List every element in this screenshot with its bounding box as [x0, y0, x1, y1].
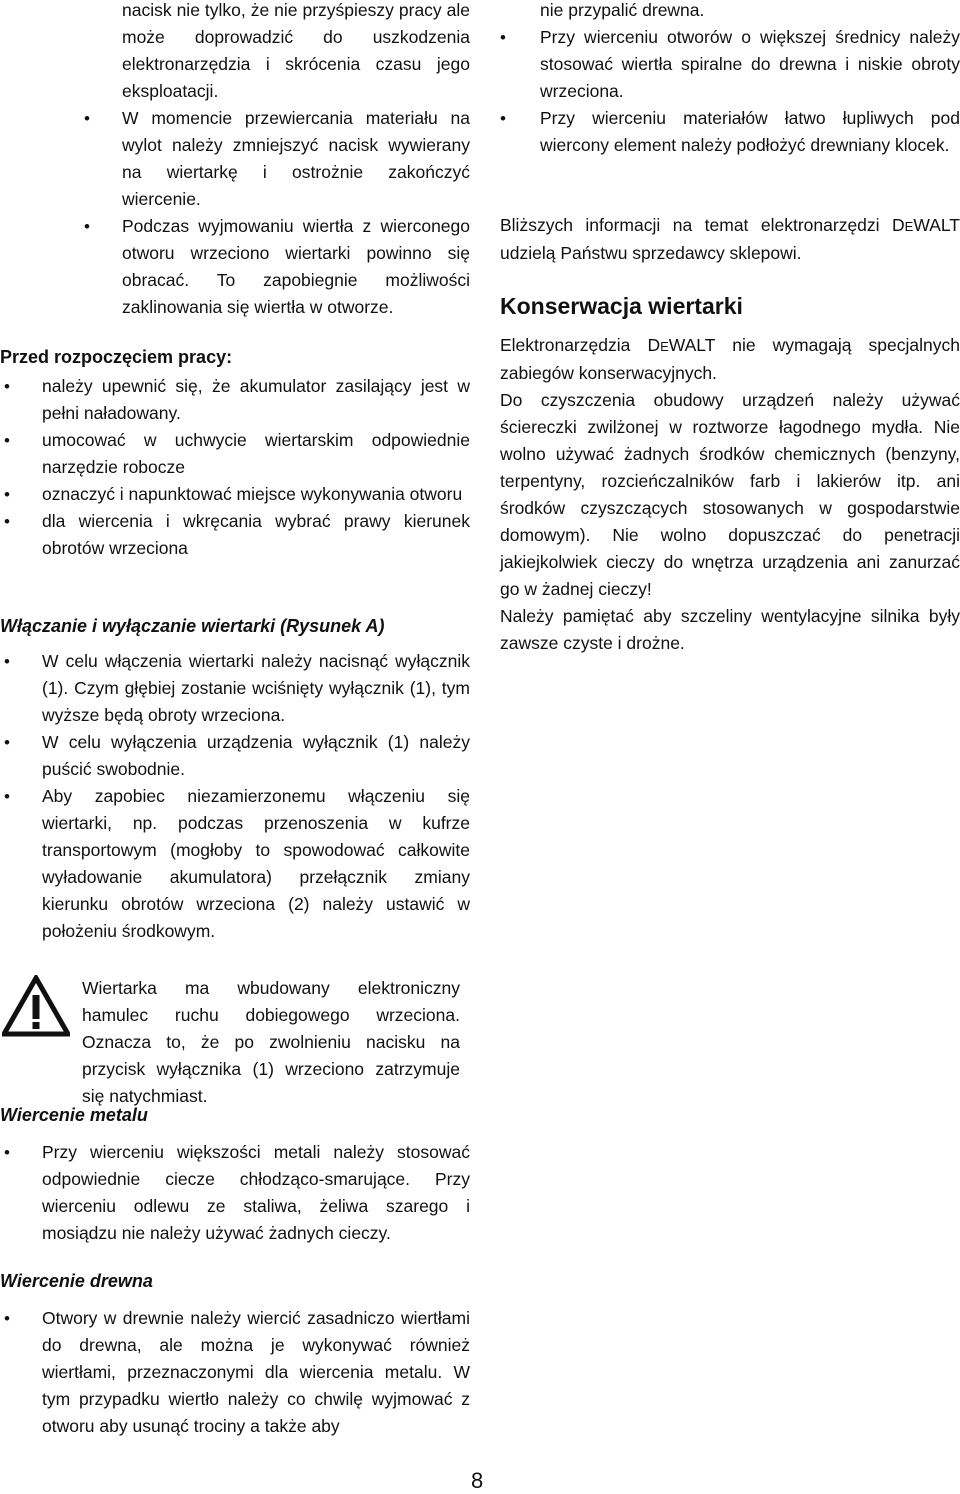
- section-heading: Włączanie i wyłączanie wiertarki (Rysunek A): [0, 616, 385, 636]
- bullet-icon: •: [4, 377, 10, 396]
- bullet-icon: •: [500, 28, 506, 47]
- switching-list: [0, 648, 470, 945]
- bullet-icon: •: [84, 109, 90, 128]
- list-item: • oznaczyć i napunktować miejsce wykonywania otworu: [0, 481, 470, 508]
- info-paragraph: [500, 212, 960, 267]
- section-heading: Wiercenie drewna: [0, 1271, 153, 1291]
- bullet-icon: •: [4, 787, 10, 806]
- maintenance-section: [500, 291, 960, 657]
- list-item: • W momencie przewiercania materiału na wylot należy zmniejszyć nacisk wywierany na wiertarkę i ostrożnie zakończyć wiercenie.: [0, 105, 470, 213]
- section-heading: Wiercenie metalu: [0, 1105, 148, 1125]
- list-item: • należy upewnić się, że akumulator zasilający jest w pełni naładowany.: [0, 373, 470, 427]
- section-heading: Przed rozpoczęciem pracy:: [0, 347, 233, 367]
- list-item: • Przy wierceniu otworów o większej średnicy należy stosować wiertła spiralne do drewna i niskie obroty wrzeciona.: [500, 24, 960, 105]
- maintenance-text-3: Należy pamiętać aby szczeliny wentylacyjne silnika były zawsze czyste i drożne.: [500, 606, 960, 653]
- wood-list-continued: [500, 24, 960, 159]
- before-work-list: [0, 373, 470, 562]
- info-text: Bliższych informacji na temat elektronarzędzi DEWALT udzielą Państwu sprzedawcy sklepowi.: [500, 215, 960, 263]
- switching-section: [0, 613, 470, 945]
- before-work-section: [0, 344, 470, 562]
- top-bullets: [0, 0, 470, 321]
- list-item: • W celu wyłączenia urządzenia wyłącznik (1) należy puścić swobodnie.: [0, 729, 470, 783]
- bullet-icon: •: [4, 512, 10, 531]
- list-item: • Przy wierceniu większości metali należy stosować odpowiednie ciecze chłodząco-smarujące. Przy wierceniu odlewu ze staliwa, żeliwa szarego i mosiądzu nie należy używać żadnych cieczy.: [0, 1139, 470, 1247]
- continuation-text: nie przypalić drewna.: [540, 0, 705, 20]
- wood-section: [0, 1268, 470, 1440]
- list-item: • Przy wierceniu materiałów łatwo łupliwych pod wiercony element należy podłożyć drewniany klocek.: [500, 105, 960, 159]
- metal-list: [0, 1139, 470, 1247]
- list-item: nacisk nie tylko, że nie przyśpieszy pracy ale może doprowadzić do uszkodzenia elektronarzędzia i skrócenia czasu jego eksploatacji.: [122, 0, 470, 101]
- bullet-icon: •: [4, 1143, 10, 1162]
- wood-continuation: [500, 0, 960, 159]
- list-item: • Aby zapobiec niezamierzonemu włączeniu się wiertarki, np. podczas przenoszenia w kufrze transportowym (mogłoby to spowodować całkowite wyładowanie akumulatora) przełącznik zmiany kierunku obrotów wrzeciona (2) należy ustawić w położeniu środkowym.: [0, 783, 470, 945]
- list-item: • dla wiercenia i wkręcania wybrać prawy kierunek obrotów wrzeciona: [0, 508, 470, 562]
- bullet-icon: •: [4, 485, 10, 504]
- bullet-icon: •: [84, 217, 90, 236]
- wood-list: [0, 1305, 470, 1440]
- bullet-icon: •: [4, 733, 10, 752]
- bullet-icon: •: [500, 109, 506, 128]
- bullet-icon: •: [4, 431, 10, 450]
- bullet-icon: •: [4, 1309, 10, 1328]
- bullet-icon: •: [4, 652, 10, 671]
- section-heading: Konserwacja wiertarki: [500, 293, 743, 319]
- warning-text: Wiertarka ma wbudowany elektroniczny hamulec ruchu dobiegowego wrzeciona. Oznacza to, że po zwolnieniu nacisku na przycisk wyłącznika (1) wrzeciono zatrzymuje się natychmiast.: [82, 978, 460, 1106]
- warning-triangle-icon: [2, 975, 70, 1037]
- list-item: • W celu włączenia wiertarki należy nacisnąć wyłącznik (1). Czym głębiej zostanie wciśnięty wyłącznik (1), tym wyższe będą obroty wrzeciona.: [0, 648, 470, 729]
- list-item: • Podczas wyjmowaniu wiertła z wierconego otworu wrzeciono wiertarki powinno się obracać. To zapobiegnie możliwości zaklinowania się wiertła w otworze.: [0, 213, 470, 321]
- list-item: • umocować w uchwycie wiertarskim odpowiednie narzędzie robocze: [0, 427, 470, 481]
- maintenance-text-1: Elektronarzędzia DEWALT nie wymagają specjalnych zabiegów konserwacyjnych.: [500, 335, 960, 383]
- page-number: 8: [471, 1468, 484, 1493]
- metal-section: [0, 1102, 470, 1247]
- top-bullet-list: [0, 0, 470, 321]
- list-item: • Otwory w drewnie należy wiercić zasadniczo wiertłami do drewna, ale można je wykonywać również wiertłami, przeznaczonymi dla wiercenia metalu. W tym przypadku wiertło należy co chwilę wyjmować z otworu aby usunąć trociny a także aby: [0, 1305, 470, 1440]
- maintenance-text-2: Do czyszczenia obudowy urządzeń należy używać ściereczki zwilżonej w roztworze łagodnego mydła. Nie wolno używać żadnych środków chemicznych (benzyny, terpentyny, rozcieńczalników farb i lakierów itp. ani środków czyszczących stosowanych w gospodarstwie domowym). Nie wolno dopuszczać do penetracji jakiejkolwiek cieczy do wnętrza urządzenia ani zanurzać go w żadnej cieczy!: [500, 390, 960, 599]
